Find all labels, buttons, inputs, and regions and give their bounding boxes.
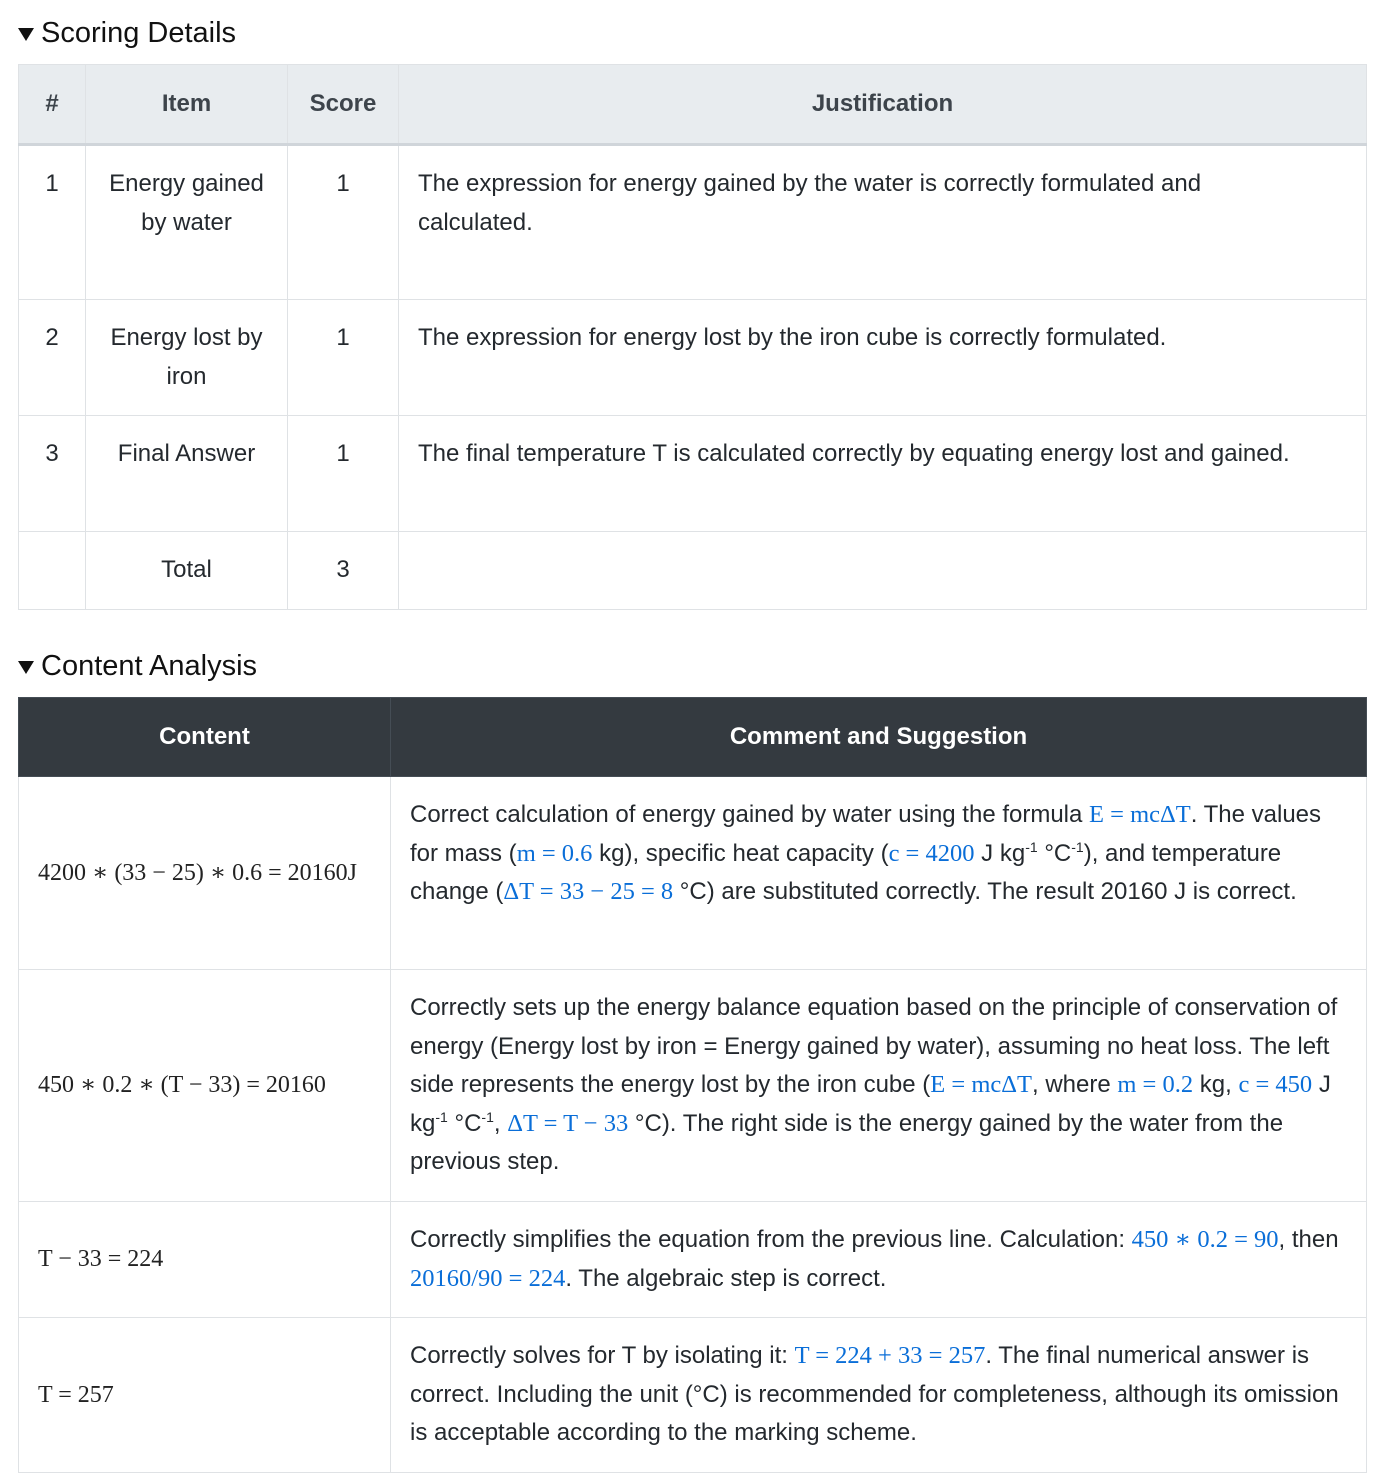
col-header-justification: Justification	[399, 65, 1367, 145]
content-header-row	[19, 698, 1367, 777]
row-number: 2	[19, 300, 86, 416]
content-analysis-heading: Content Analysis	[41, 650, 258, 682]
content-analysis-table	[18, 697, 1367, 1473]
row-number: 1	[19, 145, 86, 300]
row-number: 3	[19, 416, 86, 532]
math-expression: 450 ∗ 0.2 = 90	[1131, 1226, 1279, 1253]
row-item: Energy lost by iron	[86, 300, 288, 416]
row-score: 1	[288, 145, 399, 300]
math-expression: E = mcΔT	[1089, 801, 1191, 828]
row-item: Energy gained by water	[86, 145, 288, 300]
scoring-details-toggle[interactable]	[18, 16, 236, 50]
table-row	[19, 145, 1367, 300]
table-row	[19, 300, 1367, 416]
content-comment: Correctly simplifies the equation from the previous line. Calculation: 450 ∗ 0.2 = 90, then 20160/90 = 224. The algebraic step is correct.	[391, 1202, 1367, 1318]
scoring-table	[18, 64, 1367, 610]
table-row	[19, 1202, 1367, 1318]
content-comment: Correctly sets up the energy balance equation based on the principle of conservation of energy (Energy lost by iron = Energy gained by water), assuming no heat loss. The left side represents the energy lost by the iron cube (E = mcΔT, where m = 0.2 kg, c = 450 J $kg^{-1}$ $^\circ C^{-1}$, ΔT = T − 33 °C). The right side is the energy gained by the water from the previous step.	[391, 970, 1367, 1202]
math-expression: ΔT = T − 33	[507, 1109, 629, 1137]
math-expression: m = 0.2	[1117, 1071, 1194, 1098]
col-header-score: Score	[288, 65, 399, 145]
row-score: 1	[288, 416, 399, 532]
expanded-triangle-icon	[18, 661, 34, 674]
col-header-item: Item	[86, 65, 288, 145]
math-expression: c = 450	[1238, 1071, 1313, 1098]
expanded-triangle-icon	[18, 28, 34, 41]
scoring-details-heading: Scoring Details	[41, 17, 237, 49]
total-row	[19, 532, 1367, 610]
table-row	[19, 970, 1367, 1202]
total-score: 3	[288, 532, 399, 610]
content-equation: T − 33 = 224	[19, 1202, 391, 1318]
table-row	[19, 416, 1367, 532]
math-expression: T = 224 + 33 = 257	[794, 1342, 986, 1369]
col-header-comment: Comment and Suggestion	[391, 698, 1367, 777]
math-expression: 20160/90 = 224	[410, 1264, 566, 1292]
content-equation: 4200 ∗ (33 − 25) ∗ 0.6 = 20160J	[19, 777, 391, 970]
content-equation: 450 ∗ 0.2 ∗ (T − 33) = 20160	[19, 970, 391, 1202]
content-equation: T = 257	[19, 1318, 391, 1473]
math-expression: E = mcΔT	[930, 1071, 1032, 1098]
content-comment: Correct calculation of energy gained by water using the formula E = mcΔT. The values for mass (m = 0.6 kg), specific heat capacity (c = 4200 J $kg^{-1}$ $^\circ C^{-1}$), and temperature change (ΔT = 33 − 25 = 8 °C) are substituted correctly. The result 20160 J is correct.	[391, 777, 1367, 970]
col-header-content: Content	[19, 698, 391, 777]
table-row	[19, 1318, 1367, 1473]
scoring-header-row	[19, 65, 1367, 145]
row-justification: The expression for energy lost by the iron cube is correctly formulated.	[399, 300, 1367, 416]
row-justification: The final temperature T is calculated correctly by equating energy lost and gained.	[399, 416, 1367, 532]
total-label: Total	[86, 532, 288, 610]
total-justification	[399, 532, 1367, 610]
math-expression: m = 0.6	[516, 839, 593, 867]
row-item: Final Answer	[86, 416, 288, 532]
table-row	[19, 777, 1367, 970]
total-number	[19, 532, 86, 610]
content-analysis-toggle[interactable]	[18, 649, 257, 683]
row-justification: The expression for energy gained by the water is correctly formulated and calculated.	[399, 145, 1367, 300]
math-expression: ΔT = 33 − 25 = 8	[503, 878, 674, 905]
col-header-number: #	[19, 65, 86, 145]
content-comment: Correctly solves for T by isolating it: T = 224 + 33 = 257. The final numerical answer is correct. Including the unit (°C) is recommended for completeness, although its omission is acceptable according to the marking scheme.	[391, 1318, 1367, 1473]
math-expression: c = 4200	[888, 839, 975, 867]
row-score: 1	[288, 300, 399, 416]
